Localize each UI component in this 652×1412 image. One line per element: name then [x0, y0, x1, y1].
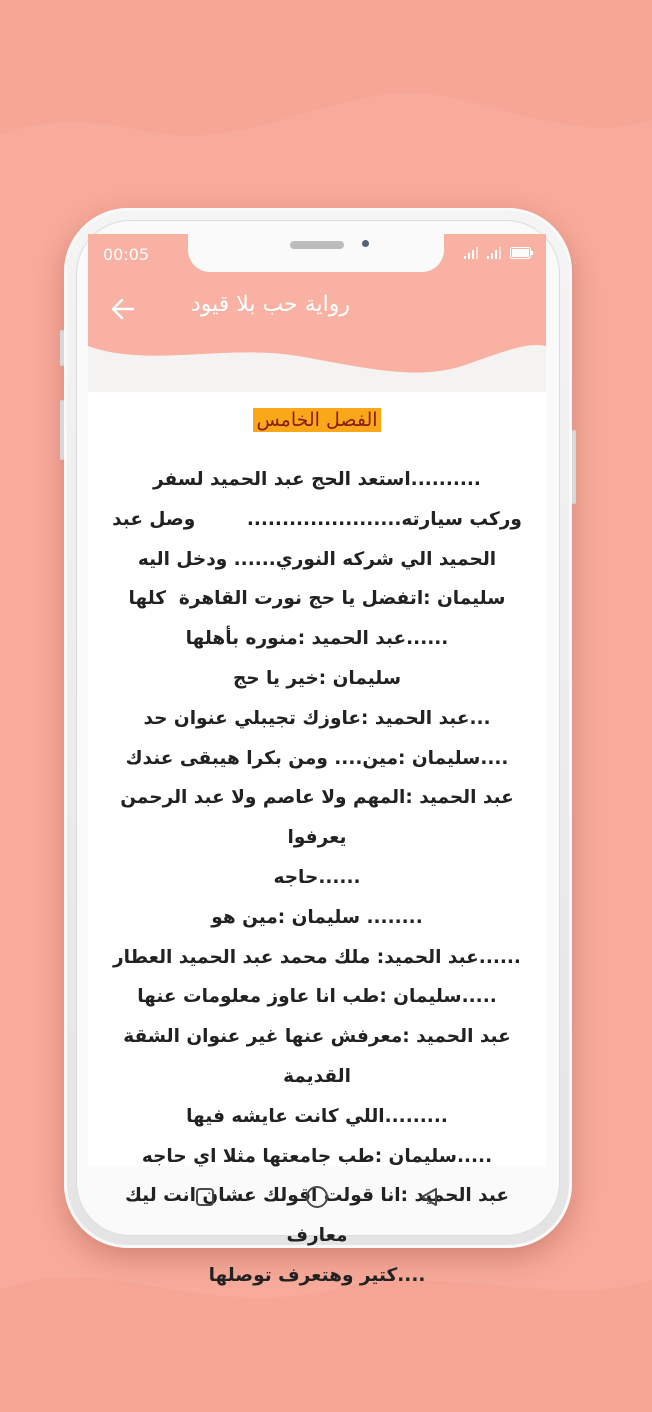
triangle-icon — [419, 1187, 439, 1207]
back-button[interactable] — [108, 294, 138, 324]
status-time: 00:05 — [103, 245, 150, 264]
app-bar-wave — [88, 334, 546, 394]
phone-side-button — [572, 430, 576, 504]
background-wave-top — [0, 0, 652, 150]
signal-icon — [464, 247, 482, 259]
story-text: ..........استعد الحج عبد الحميد لسفر وركب سيارته...................... وصل عبد الحميد الي شركه النوري...... ودخل اليه سليمان :اتفضل يا حج نورت القاهرة كلها ......عبد الحميد :منوره بأهلها سليمان :خير يا حج ...عبد الحميد :عاوزك تجيبلي عنوان حد ....سليمان :مين.... ومن بكرا هيبقى عندك عبد الحميد :المهم ولا عاصم ولا عبد الرحمن يعرفوا ......حاجه ........ سليمان :مين هو ......عبد الحميد: ملك محمد عبد الحميد العطار .....سليمان :طب انا عاوز معلومات عنها عبد الحميد :معرفش عنها غير عنوان الشقة القديمة .........اللي كانت عايشه فيها .....سليمان :طب جامعتها مثلا اي حاجه عبد الحميد :انا قولت اقولك عشان انت ليك معارف ....كتير وهتعرف توصلها — [112, 469, 522, 1286]
nav-back-button[interactable] — [411, 1179, 447, 1215]
speaker — [290, 241, 344, 249]
home-button[interactable] — [299, 1179, 335, 1215]
arrow-left-icon — [111, 298, 135, 320]
recents-button[interactable] — [187, 1179, 223, 1215]
battery-icon — [510, 247, 534, 259]
phone-screen — [88, 234, 546, 1286]
chapter-title: الفصل الخامس — [253, 408, 380, 432]
navigation-bar — [88, 1166, 546, 1228]
phone-side-button — [60, 400, 64, 460]
app-title: رواية حب بلا قيود — [190, 292, 350, 317]
status-icons — [464, 247, 534, 259]
circle-icon — [305, 1185, 329, 1209]
square-icon — [195, 1187, 215, 1207]
story-content[interactable] — [88, 392, 546, 1286]
signal-icon — [487, 247, 505, 259]
phone-side-button — [60, 330, 64, 366]
phone-notch — [188, 232, 444, 272]
camera — [362, 240, 369, 247]
